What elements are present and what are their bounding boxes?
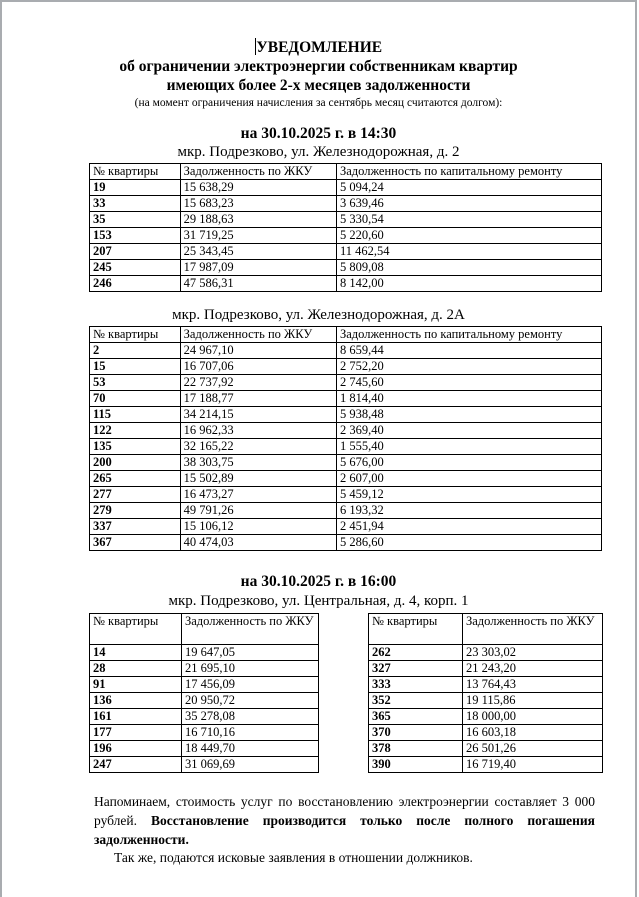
debt-amount: 18 449,70 bbox=[182, 741, 319, 757]
table-row bbox=[90, 244, 602, 260]
debt-amount: 5 938,48 bbox=[336, 407, 601, 423]
table-row bbox=[90, 471, 602, 487]
table-row bbox=[90, 677, 319, 693]
apartment-number: 367 bbox=[90, 535, 181, 551]
debt-amount: 38 303,75 bbox=[180, 455, 336, 471]
apartment-number: 91 bbox=[90, 677, 182, 693]
table-row bbox=[90, 709, 319, 725]
debt-amount: 5 676,00 bbox=[336, 455, 601, 471]
debt-amount: 24 967,10 bbox=[180, 343, 336, 359]
debt-amount: 21 243,20 bbox=[463, 661, 603, 677]
apartment-number: 153 bbox=[90, 228, 181, 244]
debt-table-zheleznodorozhnaya-2 bbox=[89, 163, 602, 292]
debt-amount: 3 639,46 bbox=[336, 196, 601, 212]
apartment-number: 70 bbox=[90, 391, 181, 407]
column-header: № квартиры bbox=[90, 614, 182, 645]
debt-amount: 8 659,44 bbox=[336, 343, 601, 359]
table-row bbox=[369, 725, 603, 741]
table-header-row bbox=[369, 614, 603, 645]
column-header: № квартиры bbox=[369, 614, 463, 645]
debt-amount: 19 115,86 bbox=[463, 693, 603, 709]
lawsuit-note: Так же, подаются исковые заявления в отношении должников. bbox=[114, 850, 473, 865]
apartment-number: 35 bbox=[90, 212, 181, 228]
apartment-number: 28 bbox=[90, 661, 182, 677]
table-row bbox=[369, 709, 603, 725]
table-row bbox=[90, 741, 319, 757]
debt-amount: 15 683,23 bbox=[180, 196, 336, 212]
debt-amount: 35 278,08 bbox=[182, 709, 319, 725]
table-row bbox=[90, 343, 602, 359]
apartment-number: 15 bbox=[90, 359, 181, 375]
column-header: Задолженность по ЖКУ bbox=[463, 614, 603, 645]
apartment-number: 2 bbox=[90, 343, 181, 359]
column-header: Задолженность по ЖКУ bbox=[180, 327, 336, 343]
reminder-text: Напоминаем, стоимость услуг по восстановлению электроэнергии составляет 3 000 рублей. bbox=[94, 794, 595, 828]
debt-amount: 5 459,12 bbox=[336, 487, 601, 503]
table-row bbox=[90, 519, 602, 535]
apartment-number: 277 bbox=[90, 487, 181, 503]
column-header: № квартиры bbox=[90, 327, 181, 343]
column-header: Задолженность по капитальному ремонту bbox=[336, 327, 601, 343]
notice-title-text: УВЕДОМЛЕНИЕ bbox=[256, 39, 383, 56]
debt-amount: 13 764,43 bbox=[463, 677, 603, 693]
debt-amount: 20 950,72 bbox=[182, 693, 319, 709]
debt-amount: 17 456,09 bbox=[182, 677, 319, 693]
debt-amount: 19 647,05 bbox=[182, 645, 319, 661]
debt-table-tsentralnaya-left bbox=[89, 613, 319, 773]
column-header: № квартиры bbox=[90, 164, 181, 180]
table-row bbox=[90, 455, 602, 471]
debt-amount: 25 343,45 bbox=[180, 244, 336, 260]
debt-amount: 2 451,94 bbox=[336, 519, 601, 535]
debt-amount: 29 188,63 bbox=[180, 212, 336, 228]
apartment-number: 14 bbox=[90, 645, 182, 661]
debt-table-zheleznodorozhnaya-2a bbox=[89, 326, 602, 551]
apartment-number: 390 bbox=[369, 757, 463, 773]
apartment-number: 327 bbox=[369, 661, 463, 677]
table-row bbox=[90, 407, 602, 423]
table-row bbox=[90, 487, 602, 503]
apartment-number: 207 bbox=[90, 244, 181, 260]
debt-amount: 8 142,00 bbox=[336, 276, 601, 292]
debt-amount: 5 220,60 bbox=[336, 228, 601, 244]
apartment-number: 279 bbox=[90, 503, 181, 519]
debt-amount: 15 502,89 bbox=[180, 471, 336, 487]
table-row bbox=[369, 741, 603, 757]
debt-amount: 17 987,09 bbox=[180, 260, 336, 276]
section1-address-1: мкр. Подрезково, ул. Железнодорожная, д. 2 bbox=[177, 144, 460, 160]
debt-amount: 34 214,15 bbox=[180, 407, 336, 423]
debt-amount: 18 000,00 bbox=[463, 709, 603, 725]
table-row bbox=[90, 725, 319, 741]
debt-amount: 16 603,18 bbox=[463, 725, 603, 741]
table-row bbox=[90, 645, 319, 661]
debt-amount: 11 462,54 bbox=[336, 244, 601, 260]
debt-amount: 22 737,92 bbox=[180, 375, 336, 391]
table-row bbox=[90, 359, 602, 375]
table-row bbox=[90, 391, 602, 407]
debt-amount: 16 962,33 bbox=[180, 423, 336, 439]
debt-amount: 17 188,77 bbox=[180, 391, 336, 407]
apartment-number: 33 bbox=[90, 196, 181, 212]
table-row bbox=[369, 645, 603, 661]
notice-subtitle-line2: имеющих более 2-х месяцев задолженности bbox=[166, 77, 471, 94]
table-row bbox=[90, 661, 319, 677]
table-row bbox=[90, 276, 602, 292]
debt-amount: 5 330,54 bbox=[336, 212, 601, 228]
table-header-row bbox=[90, 327, 602, 343]
debt-amount: 16 710,16 bbox=[182, 725, 319, 741]
debt-amount: 26 501,26 bbox=[463, 741, 603, 757]
table-row bbox=[369, 757, 603, 773]
debt-amount: 5 809,08 bbox=[336, 260, 601, 276]
section1-date: на 30.10.2025 г. в 14:30 bbox=[240, 125, 397, 142]
debt-amount: 16 719,40 bbox=[463, 757, 603, 773]
debt-amount: 1 555,40 bbox=[336, 439, 601, 455]
apartment-number: 177 bbox=[90, 725, 182, 741]
table-row bbox=[90, 423, 602, 439]
notice-title bbox=[2, 38, 635, 57]
apartment-number: 247 bbox=[90, 757, 182, 773]
column-header: Задолженность по ЖКУ bbox=[180, 164, 336, 180]
table-header-row bbox=[90, 614, 319, 645]
apartment-number: 262 bbox=[369, 645, 463, 661]
apartment-number: 53 bbox=[90, 375, 181, 391]
table-row bbox=[90, 228, 602, 244]
apartment-number: 245 bbox=[90, 260, 181, 276]
table-row bbox=[90, 757, 319, 773]
restoration-cost-paragraph bbox=[94, 792, 595, 849]
debt-amount: 23 303,02 bbox=[463, 645, 603, 661]
notice-note: (на момент ограничения начисления за сентябрь месяц считаются долгом): bbox=[134, 97, 503, 109]
apartment-number: 265 bbox=[90, 471, 181, 487]
apartment-number: 365 bbox=[369, 709, 463, 725]
debt-amount: 1 814,40 bbox=[336, 391, 601, 407]
apartment-number: 115 bbox=[90, 407, 181, 423]
table-row bbox=[90, 212, 602, 228]
table-row bbox=[90, 503, 602, 519]
debt-amount: 2 369,40 bbox=[336, 423, 601, 439]
apartment-number: 370 bbox=[369, 725, 463, 741]
apartment-number: 333 bbox=[369, 677, 463, 693]
debt-amount: 16 473,27 bbox=[180, 487, 336, 503]
apartment-number: 161 bbox=[90, 709, 182, 725]
debt-amount: 5 094,24 bbox=[336, 180, 601, 196]
apartment-number: 200 bbox=[90, 455, 181, 471]
column-header: Задолженность по ЖКУ bbox=[182, 614, 319, 645]
debt-amount: 2 752,20 bbox=[336, 359, 601, 375]
apartment-number: 136 bbox=[90, 693, 182, 709]
debt-amount: 16 707,06 bbox=[180, 359, 336, 375]
debt-amount: 5 286,60 bbox=[336, 535, 601, 551]
table-header-row bbox=[90, 164, 602, 180]
table-row bbox=[90, 439, 602, 455]
debt-amount: 40 474,03 bbox=[180, 535, 336, 551]
table-row bbox=[369, 661, 603, 677]
apartment-number: 246 bbox=[90, 276, 181, 292]
section2-date: на 30.10.2025 г. в 16:00 bbox=[240, 573, 397, 590]
debt-amount: 31 719,25 bbox=[180, 228, 336, 244]
debt-amount: 49 791,26 bbox=[180, 503, 336, 519]
table-row bbox=[90, 375, 602, 391]
section1-address-2: мкр. Подрезково, ул. Железнодорожная, д. 2А bbox=[172, 307, 465, 323]
debt-amount: 47 586,31 bbox=[180, 276, 336, 292]
debt-amount: 21 695,10 bbox=[182, 661, 319, 677]
apartment-number: 19 bbox=[90, 180, 181, 196]
table-row bbox=[369, 693, 603, 709]
table-row bbox=[369, 677, 603, 693]
debt-table-tsentralnaya-right bbox=[368, 613, 603, 773]
debt-amount: 2 745,60 bbox=[336, 375, 601, 391]
apartment-number: 378 bbox=[369, 741, 463, 757]
debt-amount: 15 106,12 bbox=[180, 519, 336, 535]
apartment-number: 337 bbox=[90, 519, 181, 535]
debt-amount: 32 165,22 bbox=[180, 439, 336, 455]
apartment-number: 122 bbox=[90, 423, 181, 439]
debt-amount: 2 607,00 bbox=[336, 471, 601, 487]
apartment-number: 196 bbox=[90, 741, 182, 757]
debt-amount: 15 638,29 bbox=[180, 180, 336, 196]
apartment-number: 135 bbox=[90, 439, 181, 455]
debt-amount: 31 069,69 bbox=[182, 757, 319, 773]
table-row bbox=[90, 196, 602, 212]
section2-address: мкр. Подрезково, ул. Центральная, д. 4, корп. 1 bbox=[168, 593, 469, 609]
apartment-number: 352 bbox=[369, 693, 463, 709]
reminder-bold-text: Восстановление производится только после полного погашения задолженности. bbox=[94, 813, 595, 847]
table-row bbox=[90, 180, 602, 196]
table-row bbox=[90, 693, 319, 709]
table-row bbox=[90, 260, 602, 276]
notice-subtitle-line1: об ограничении электроэнергии собственникам квартир bbox=[119, 58, 518, 75]
column-header: Задолженность по капитальному ремонту bbox=[336, 164, 601, 180]
table-row bbox=[90, 535, 602, 551]
debt-amount: 6 193,32 bbox=[336, 503, 601, 519]
